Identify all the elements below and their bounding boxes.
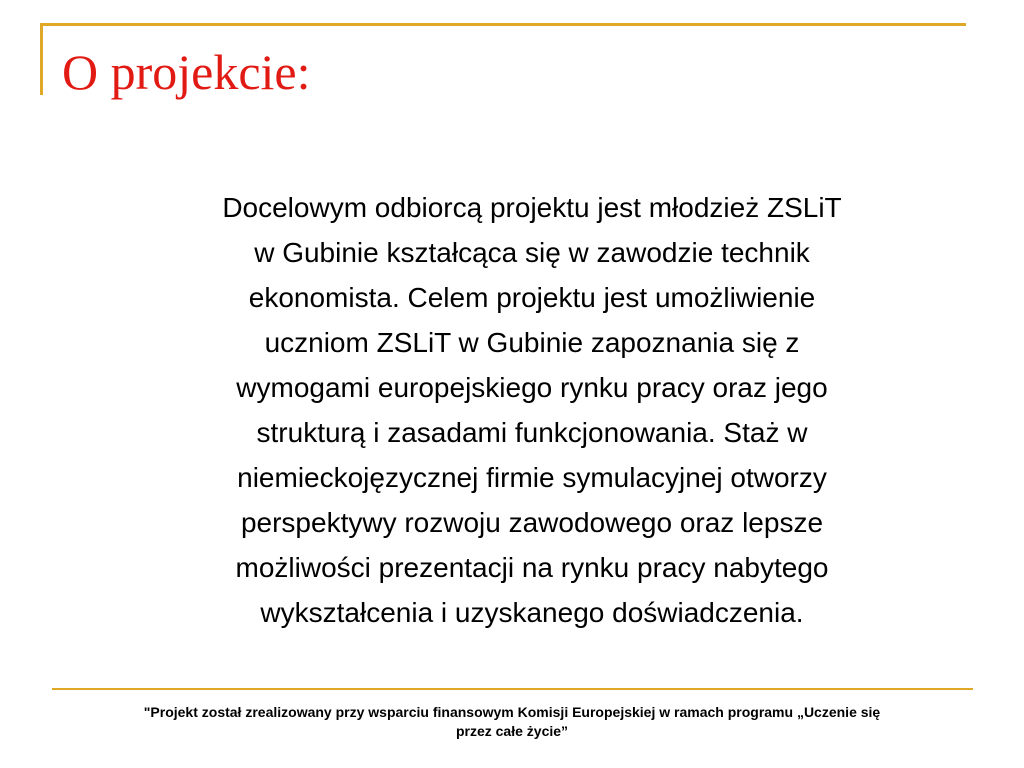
footer-line: przez całe życie” xyxy=(455,723,569,739)
body-line: ekonomista. Celem projektu jest umożliwienie xyxy=(248,282,816,313)
body-line: perspektywy rozwoju zawodowego oraz lepsze xyxy=(240,507,824,538)
body-line: Docelowym odbiorcą projektu jest młodzież ZSLiT xyxy=(222,192,842,223)
body-line: uczniom ZSLiT w Gubinie zapoznania się z xyxy=(264,327,800,358)
body-line: wymogami europejskiego rynku pracy oraz jego xyxy=(236,372,828,403)
body-line: wykształcenia i uzyskanego doświadczenia. xyxy=(260,597,804,628)
footer-divider xyxy=(52,688,973,690)
body-line: strukturą i zasadami funkcjonowania. Staż w xyxy=(256,417,808,448)
body-line: możliwości prezentacji na rynku pracy nabytego xyxy=(235,552,829,583)
body-paragraph xyxy=(112,185,952,635)
top-border-line xyxy=(40,23,966,26)
left-border-line xyxy=(40,23,43,95)
footer-note xyxy=(40,703,984,741)
slide-title: O projekcie: xyxy=(62,44,311,100)
footer-line: "Projekt został zrealizowany przy wsparciu finansowym Komisji Europejskiej w ramach programu „Uczenie się xyxy=(143,704,881,720)
body-line: w Gubinie kształcąca się w zawodzie technik xyxy=(254,237,810,268)
body-line: niemieckojęzycznej firmie symulacyjnej otworzy xyxy=(237,462,827,493)
